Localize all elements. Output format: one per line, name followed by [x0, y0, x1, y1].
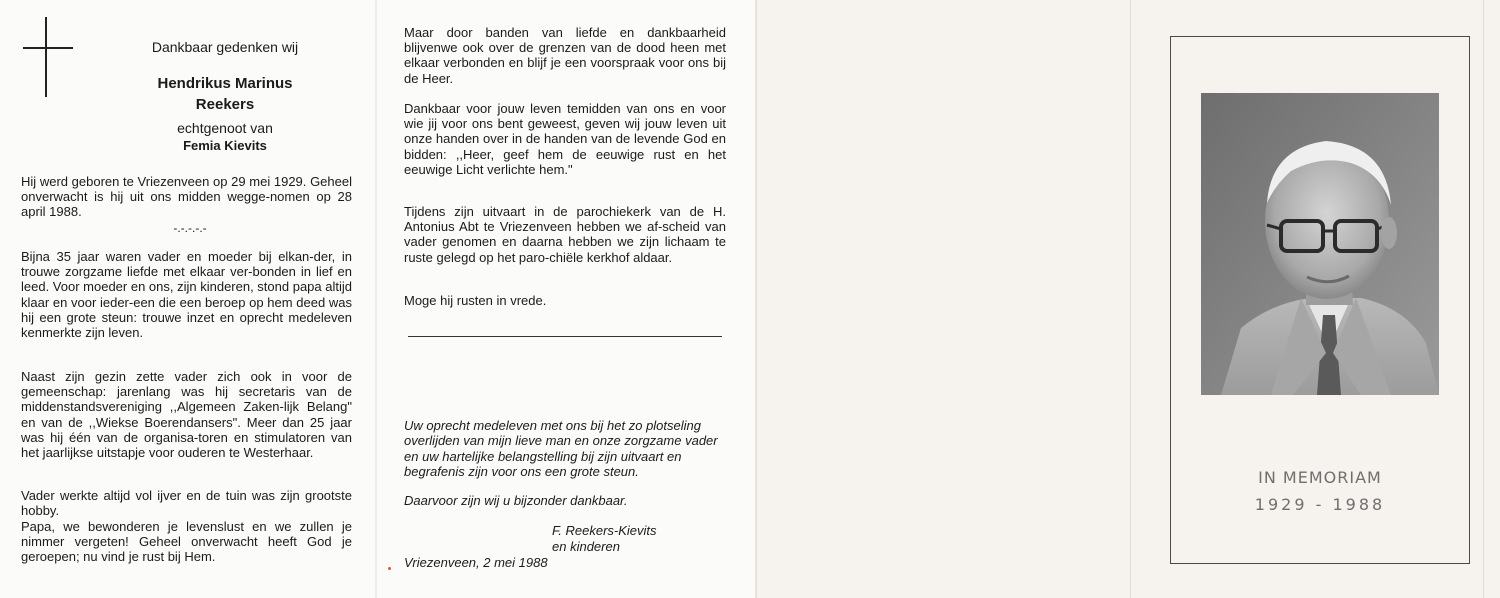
thanks-closing: Daarvoor zijn wij u bijzonder dankbaar.: [404, 493, 628, 508]
intro-line: Dankbaar gedenken wij: [151, 39, 299, 55]
spouse-name: Femia Kievits: [183, 138, 267, 153]
divider-line: [408, 336, 722, 337]
signature-children: en kinderen: [552, 539, 620, 554]
spouse-prefix: echtgenoot van: [177, 120, 273, 136]
family-paragraph: Bijna 35 jaar waren vader en moeder bij elkan-der, in trouwe zorgzame liefde met elkaar ver-bonden in lief en leed. Voor moeder en ons, zijn kinderen, stond papa altijd klaar en voor ieder-een die een beroep op hem deed was hij een grote steun: trouwe inzet en oprecht medeleven kenmerkte zijn leven.: [21, 249, 352, 341]
community-paragraph: Naast zijn gezin zette vader zich ook in voor de gemeenschap: jarenlang was hij secretaris van de middenstandsvereniging ,,Algemeen Zaken-lijk Belang" en van de ,,Wiekse Boerendansers". Meer dan 25 jaar was hij één van de organisa-toren en stimulatoren van het jaarlijkse uitstapje voor ouderen te Westerhaar.: [21, 369, 352, 461]
signature-name: F. Reekers-Kievits: [552, 523, 657, 538]
love-paragraph: Maar door banden van liefde en dankbaarheid blijvenwe ook over de grenzen van de dood heen met elkaar verbonden en blijf je een voorspraak voor ons bij de Heer.: [404, 25, 726, 86]
portrait-photo: [1201, 93, 1439, 395]
rest-in-peace-line: Moge hij rusten in vrede.: [404, 293, 547, 308]
cover-edge: [1483, 0, 1484, 598]
prayer-paragraph: Dankbaar voor jouw leven temidden van ons en voor wie jij voor ons bent geweest, geven wij jouw leven uit onze handen over in de handen van de levende God en bidden: ,,Heer, geef hem de eeuwige rust en het eeuwige Licht verlichte hem.": [404, 101, 726, 177]
thanks-paragraph: Uw oprecht medeleven met ons bij het zo plotseling overlijden van mijn lieve man en onze zorgzame vader en uw hartelijke belangstelling bij zijn uitvaart en begrafenis zijn voor ons een grote steun.: [404, 418, 718, 479]
funeral-paragraph: Tijdens zijn uitvaart in de parochiekerk van de H. Antonius Abt te Vriezenveen hebben we af-scheid van vader genomen en daarna hebben we zijn lichaam te ruste gelegd op het paro-chiële kerkhof aldaar.: [404, 204, 726, 265]
cover-edge: [1130, 0, 1131, 598]
deceased-name-first: Hendrikus Marinus: [157, 75, 293, 92]
farewell-paragraph: Papa, we bewonderen je levenslust en we zullen je nimmer vergeten! Geheel onverwacht heeft God je geroepen; nu vind je rust bij Hem.: [21, 519, 352, 565]
fold-line: [755, 0, 757, 598]
fold-line: [375, 0, 377, 598]
memoriam-title: IN MEMORIAM: [1258, 468, 1382, 487]
birth-paragraph: Hij werd geboren te Vriezenveen op 29 mei 1929. Geheel onverwacht is hij uit ons midden wegge-nomen op 28 april 1988.: [21, 174, 352, 220]
separator: -.-.-.-.-: [173, 221, 207, 235]
deceased-name-last: Reekers: [195, 96, 255, 113]
garden-paragraph: Vader werkte altijd vol ijver en de tuin was zijn grootste hobby.: [21, 488, 352, 519]
memoriam-years: 1929 - 1988: [1254, 495, 1386, 514]
ink-speck: [388, 567, 391, 570]
place-and-date: Vriezenveen, 2 mei 1988: [404, 555, 548, 570]
